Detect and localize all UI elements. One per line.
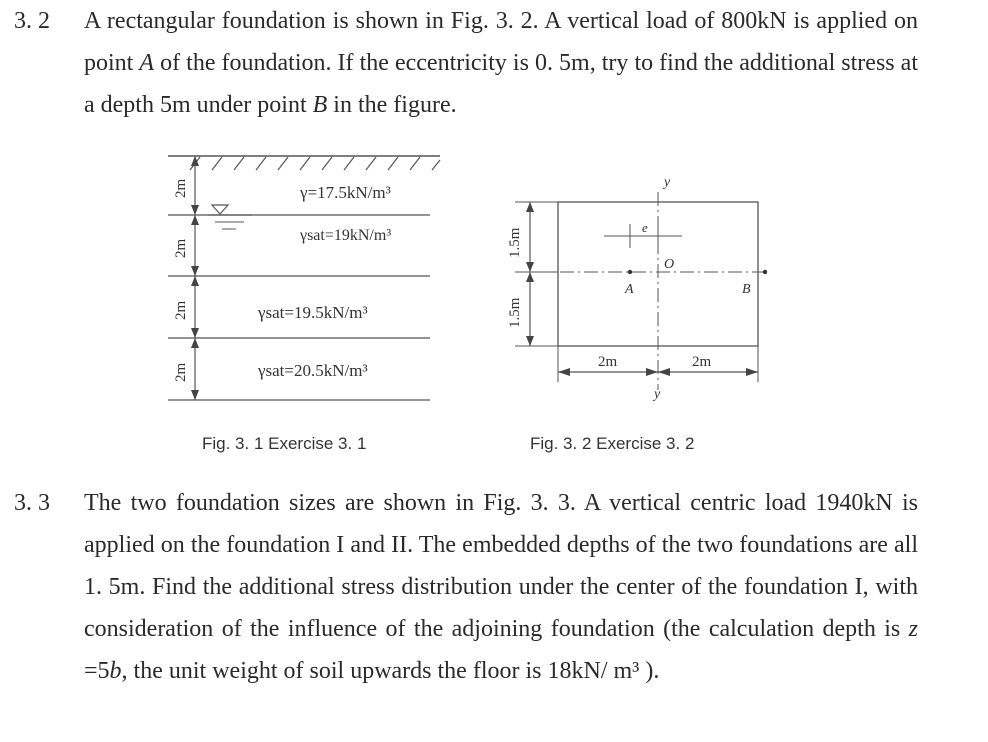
text-segment: in the figure.	[327, 92, 457, 118]
label-e: e	[642, 220, 648, 235]
fig-3-2	[507, 175, 770, 453]
dim-label: 1.5m	[507, 297, 523, 328]
dim-label: 2m	[173, 178, 189, 198]
variable-B: B	[312, 92, 328, 118]
water-table-icon	[208, 205, 252, 229]
text-segment: , the unit weight of soil upwards the floor is 18kN/ m³ ).	[121, 658, 660, 684]
dim-label: 1.5m	[507, 227, 523, 258]
text-segment: The two foundation sizes are shown in Fig. 3. 3. A vertical centric load 1940kN is applied on the foundation I and II. The embedded depths of the two foundations are all 1. 5m. Find the additional stress distribution under the center of the foundation I, with consideration of the influence of the adjoining foundation (the calculation depth is	[84, 490, 918, 642]
axis-label-y: y	[654, 387, 661, 402]
problem-number: 3. 3	[14, 490, 50, 516]
fig-3-1	[168, 156, 440, 453]
dim-label: 2m	[173, 238, 189, 258]
gamma-label: γ=17.5kN/m³	[300, 183, 391, 202]
gamma-label: γsat=20.5kN/m³	[258, 361, 368, 380]
text-segment: of the foundation. If the eccentricity is 0. 5m, try to find the additional stress at a depth 5m under point	[84, 50, 918, 118]
figure-caption: Fig. 3. 2 Exercise 3. 2	[530, 434, 695, 453]
problem-number: 3. 2	[14, 8, 50, 34]
label-A: A	[625, 282, 634, 297]
dim-label: 2m	[692, 354, 712, 370]
dim-label: 2m	[598, 354, 618, 370]
gamma-label: γsat=19.5kN/m³	[258, 303, 368, 322]
text-segment: =5	[84, 658, 110, 684]
figure-caption: Fig. 3. 1 Exercise 3. 1	[202, 434, 367, 453]
variable-b: b	[109, 658, 122, 684]
gamma-label: γsat=19kN/m³	[300, 227, 392, 244]
label-O: O	[664, 257, 675, 272]
point-B	[763, 270, 767, 274]
text-segment: A rectangular foundation is shown in Fig. 3. 2. A vertical load of 800kN is applied on point	[84, 8, 918, 76]
dim-label: 2m	[173, 300, 189, 320]
problem-3-3	[0, 482, 988, 742]
problem-text	[84, 482, 918, 692]
axis-label-y: y	[664, 175, 671, 190]
label-B: B	[742, 282, 751, 297]
variable-A: A	[139, 50, 155, 76]
variable-z: z	[908, 616, 918, 642]
ground-hatch	[190, 157, 440, 170]
dim-label: 2m	[173, 362, 189, 382]
point-A	[628, 270, 632, 274]
